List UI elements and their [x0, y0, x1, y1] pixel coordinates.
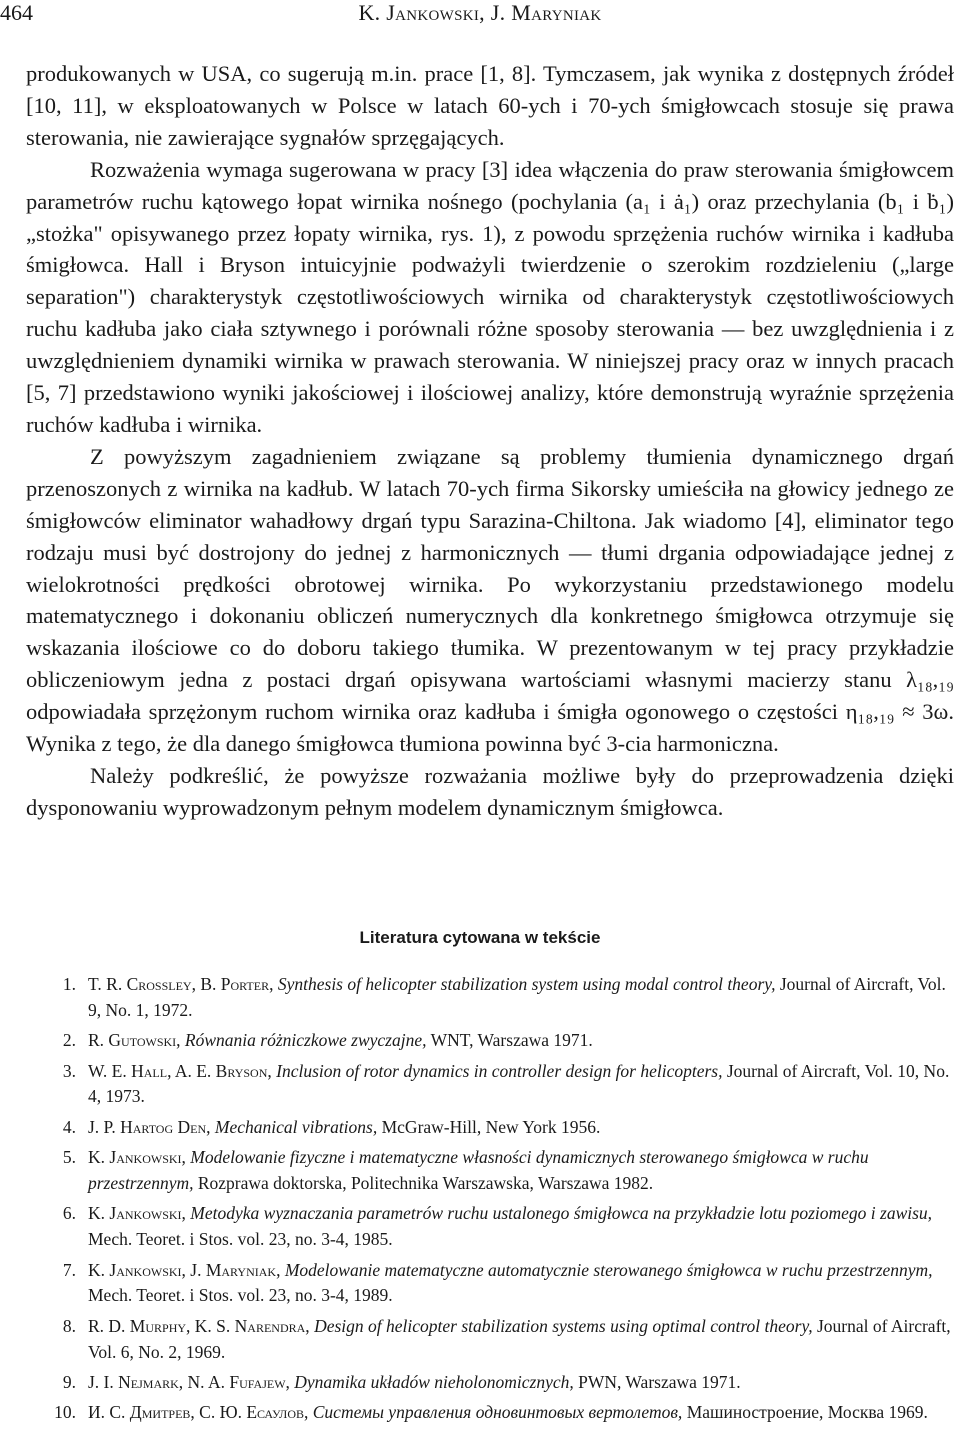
page-number: 464 [0, 0, 33, 25]
references-heading: Literatura cytowana w tekście [359, 928, 601, 947]
reference-authors: T. R. Crossley, B. Porter, [88, 974, 274, 994]
reference-title: Mechanical vibrations, [214, 1116, 378, 1137]
reference-title: Dynamika układów nieholonomicznych, [294, 1371, 574, 1392]
reference-item [26, 1028, 956, 1054]
reference-source: Journal of Aircraft, Vol. 10, No. 4, 1973. [88, 1060, 950, 1107]
reference-number: 7. [62, 1259, 76, 1280]
reference-item [26, 1370, 956, 1396]
paragraph: Rozważenia wymaga sugerowana w pracy [3] idea włączenia do praw sterowania śmigłowcem parametrów ruchu kątowego łopat wirnika nośnego (pochylania (a₁ i ȧ₁) oraz przechylania (b₁ i ḃ₁) „stożka" opisywanego przez łopaty wirnika, rys. 1), z powodu sprzężenia ruchów wirnika i kadłuba śmigłowca. Hall i Bryson intuicyjnie podważyli twierdzenie o szerokim rozdzieleniu („large separation") charakterystyk częstotliwościowych wirnika od charakterystyk częstotliwościowych ruchu kadłuba jako ciała sztywnego i porównali różne sposoby sterowania — bez uwzględnienia i z uwzględnieniem dynamiki wirnika w prawach sterowania. W niniejszej pracy oraz w innych pracach [5, 7] przedstawiono wyniki jakościowej i ilościowej analizy, które demonstrują wyraźnie sprzężenia ruchów kadłuba i wirnika. [26, 156, 954, 437]
paragraph: Z powyższym zagadnieniem związane są problemy tłumienia dynamicznego drgań przenoszonych z wirnika na kadłub. W latach 70-ych firma Sikorsky umieściła na głowicy jednego ze śmigłowców eliminator wahadłowy drgań typu Sarazina-Chiltona. Jak wiadomo [4], eliminator tego rodzaju musi być dostrojony do jednej z harmonicznych — tłumi drgania odpowiadające jednej z wielokrotności prędkości obrotowej wirnika. Po wykorzystaniu przedstawionego modelu matematycznego i dokonaniu obliczeń numerycznych dla konkretnego śmigłowca otrzymuje się wskazania ilościowe co do doboru takiego tłumika. W prezentowanym w tej pracy przykładzie obliczeniowym jedna z postaci drgań opisywana wartościami własnymi macierzy stanu λ₁₈,₁₉ odpowiadała sprzężonym ruchom wirnika oraz kadłuba i śmigła ogonowego o częstości η₁₈,₁₉ ≈ 3ω. Wynika z tego, że dla danego śmigłowca tłumiona powinna być 3-cia harmoniczna. [26, 443, 954, 757]
reference-authors: И. С. Дмитрев, С. Ю. Есаулов, [88, 1402, 309, 1423]
reference-number: 9. [62, 1371, 76, 1392]
reference-item [26, 1115, 956, 1141]
reference-number: 8. [62, 1315, 76, 1336]
reference-source: Mech. Teoret. i Stos. vol. 23, no. 3-4, 1989. [88, 1285, 393, 1306]
reference-authors: K. Jankowski, [88, 1147, 186, 1168]
reference-number: 2. [62, 1030, 76, 1051]
reference-source: Машиностроение, Москва 1969. [686, 1402, 928, 1423]
reference-number: 3. [62, 1060, 76, 1081]
reference-authors: R. Gutowski, [88, 1030, 181, 1051]
references-list [26, 972, 956, 1431]
reference-title: Równania różniczkowe zwyczajne, [184, 1030, 427, 1051]
reference-source: Journal of Aircraft, Vol. 6, No. 2, 1969. [88, 1315, 951, 1362]
running-head: K. Jankowski, J. Maryniak [358, 0, 602, 25]
reference-number: 10. [54, 1402, 76, 1423]
body-text [26, 58, 954, 824]
reference-item [26, 1258, 956, 1310]
paragraph: produkowanych w USA, co sugerują m.in. prace [1, 8]. Tymczasem, jak wynika z dostępnych źródeł [10, 11], w eksploatowanych w Polsce w latach 60-ych i 70-ych śmigłowcach stosuje się prawa sterowania, nie zawierające sygnałów sprzęgających. [26, 61, 954, 150]
reference-source: Mech. Teoret. i Stos. vol. 23, no. 3-4, 1985. [88, 1229, 393, 1250]
reference-number: 6. [62, 1203, 76, 1224]
reference-source: WNT, Warszawa 1971. [430, 1030, 593, 1051]
reference-source: PWN, Warszawa 1971. [578, 1371, 741, 1392]
reference-authors: J. I. Nejmark, N. A. Fufajew, [88, 1371, 290, 1392]
reference-title: Inclusion of rotor dynamics in controller design for helicopters, [276, 1060, 723, 1081]
reference-title: Design of helicopter stabilization systems using optimal control theory, [314, 1315, 813, 1336]
reference-authors: W. E. Hall, A. E. Bryson, [88, 1060, 272, 1081]
reference-item [26, 1145, 956, 1197]
reference-item [26, 972, 956, 1024]
reference-source: Journal of Aircraft, Vol. 9, No. 1, 1972. [88, 974, 946, 1020]
reference-source: McGraw-Hill, New York 1956. [381, 1116, 601, 1137]
reference-title: Metodyka wyznaczania parametrów ruchu ustalonego śmigłowca na przykładzie lotu poziomego i zawisu, [190, 1203, 933, 1224]
reference-authors: K. Jankowski, J. Maryniak, [88, 1259, 281, 1280]
reference-item [26, 1314, 956, 1366]
reference-item [26, 1059, 956, 1111]
reference-authors: R. D. Murphy, K. S. Narendra, [88, 1315, 310, 1336]
reference-item [26, 1201, 956, 1253]
reference-number: 1. [62, 974, 76, 994]
reference-title: Modelowanie fizyczne i matematyczne własności dynamicznych sterowanego śmigłowca w ruchu przestrzennym, [88, 1147, 869, 1193]
reference-title: Системы управления одновинтовых вертолетов, [312, 1402, 683, 1423]
reference-authors: J. P. Hartog Den, [88, 1116, 211, 1137]
page-header [0, 0, 960, 30]
reference-title: Synthesis of helicopter stabilization system using modal control theory, [277, 974, 776, 994]
reference-item [26, 1400, 956, 1426]
reference-authors: K. Jankowski, [88, 1203, 186, 1224]
reference-number: 5. [62, 1147, 76, 1168]
paragraph: Należy podkreślić, że powyższe rozważania możliwe były do przeprowadzenia dzięki dysponowaniu wyprowadzonym pełnym modelem dynamicznym śmigłowca. [26, 762, 954, 820]
reference-title: Modelowanie matematyczne automatycznie sterowanego śmigłowca w ruchu przestrzennym, [284, 1259, 933, 1280]
reference-source: Rozprawa doktorska, Politechnika Warszawska, Warszawa 1982. [197, 1172, 654, 1193]
reference-number: 4. [62, 1116, 76, 1137]
